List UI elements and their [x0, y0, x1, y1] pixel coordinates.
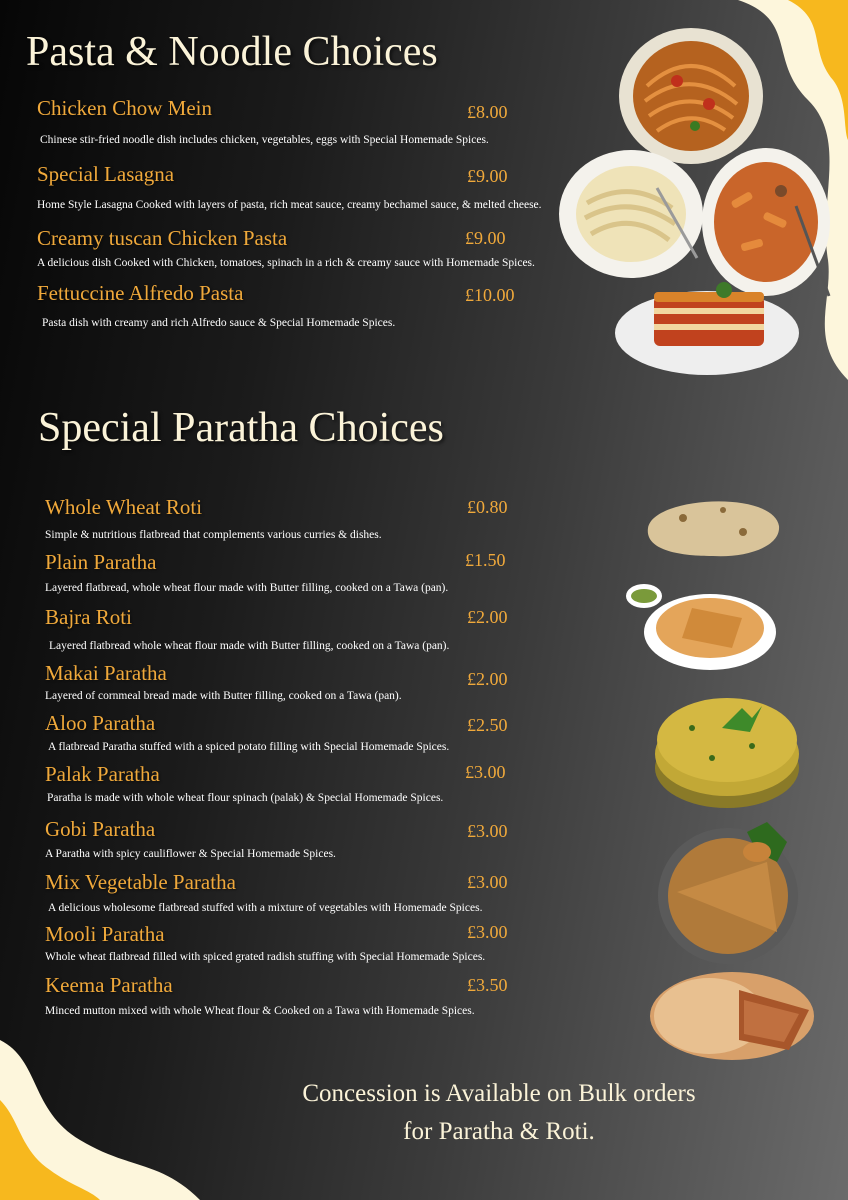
item-description: A flatbread Paratha stuffed with a spiced potato filling with Special Homemade Spices.	[48, 741, 450, 753]
item-name: Special Lasagna	[37, 162, 175, 186]
notice-line-2: for Paratha & Roti.	[403, 1118, 595, 1145]
item-price: £3.50	[467, 975, 508, 995]
tuscan-chicken-pasta-plate-image	[701, 146, 831, 298]
item-description: Pasta dish with creamy and rich Alfredo sauce & Special Homemade Spices.	[42, 317, 396, 329]
aloo-paratha-stack-image	[652, 688, 802, 812]
item-name: Creamy tuscan Chicken Pasta	[37, 226, 288, 250]
item-description: Whole wheat flatbread filled with spiced grated radish stuffing with Special Homemade Spices.	[45, 951, 486, 963]
item-price: £8.00	[467, 102, 508, 122]
notice-line-1: Concession is Available on Bulk orders	[302, 1080, 696, 1107]
item-description: Chinese stir-fried noodle dish includes chicken, vegetables, eggs with Special Homemade Spices.	[40, 134, 489, 146]
keema-paratha-image	[649, 970, 815, 1062]
item-description: Layered flatbread, whole wheat flour made with Butter filling, cooked on a Tawa (pan).	[45, 582, 449, 594]
item-price: £10.00	[465, 285, 515, 305]
mix-vegetable-paratha-plate-image	[657, 822, 799, 966]
item-name: Whole Wheat Roti	[45, 495, 203, 519]
lasagna-plate-image	[614, 278, 800, 378]
item-description: A delicious wholesome flatbread stuffed with a mixture of vegetables with Homemade Spices.	[48, 902, 483, 914]
item-price: £9.00	[467, 166, 508, 186]
bulk-order-notice	[0, 1075, 848, 1151]
item-price: £2.00	[467, 669, 508, 689]
item-description: Layered flatbread whole wheat flour made with Butter filling, cooked on a Tawa (pan).	[49, 640, 450, 652]
item-name: Mooli Paratha	[45, 922, 165, 946]
item-description: Simple & nutritious flatbread that complements various curries & dishes.	[45, 529, 382, 541]
item-name: Bajra Roti	[45, 605, 132, 629]
item-description: A delicious dish Cooked with Chicken, tomatoes, spinach in a rich & creamy sauce with Homemade Spices.	[37, 257, 535, 269]
item-name: Mix Vegetable Paratha	[45, 870, 236, 894]
item-price: £0.80	[467, 497, 508, 517]
item-name: Palak Paratha	[45, 762, 160, 786]
item-price: £3.00	[467, 821, 508, 841]
item-name: Fettuccine Alfredo Pasta	[37, 281, 244, 305]
item-price: £2.50	[467, 715, 508, 735]
item-description: A Paratha with spicy cauliflower & Special Homemade Spices.	[45, 848, 336, 860]
item-name: Plain Paratha	[45, 550, 157, 574]
item-price: £3.00	[465, 762, 506, 782]
item-name: Gobi Paratha	[45, 817, 156, 841]
item-description: Paratha is made with whole wheat flour spinach (palak) & Special Homemade Spices.	[47, 792, 444, 804]
item-name: Makai Paratha	[45, 661, 167, 685]
item-description: Layered of cornmeal bread made with Butter filling, cooked on a Tawa (pan).	[45, 690, 402, 702]
item-name: Chicken Chow Mein	[37, 96, 212, 120]
item-price: £3.00	[467, 922, 508, 942]
roti-image	[643, 488, 783, 560]
fettuccine-alfredo-plate-image	[557, 148, 705, 280]
paratha-section-title: Special Paratha Choices	[38, 405, 444, 451]
pasta-section-title: Pasta & Noodle Choices	[26, 29, 438, 75]
chow-mein-plate-image	[617, 26, 765, 166]
item-description: Home Style Lasagna Cooked with layers of pasta, rich meat sauce, creamy bechamel sauce, & melted cheese.	[37, 199, 542, 211]
item-price: £9.00	[465, 228, 506, 248]
item-name: Keema Paratha	[45, 973, 173, 997]
plain-paratha-plate-image	[622, 578, 776, 672]
item-price: £2.00	[467, 607, 508, 627]
item-price: £3.00	[467, 872, 508, 892]
item-name: Aloo Paratha	[45, 711, 156, 735]
item-description: Minced mutton mixed with whole Wheat flour & Cooked on a Tawa with Homemade Spices.	[45, 1005, 475, 1017]
item-price: £1.50	[465, 550, 506, 570]
